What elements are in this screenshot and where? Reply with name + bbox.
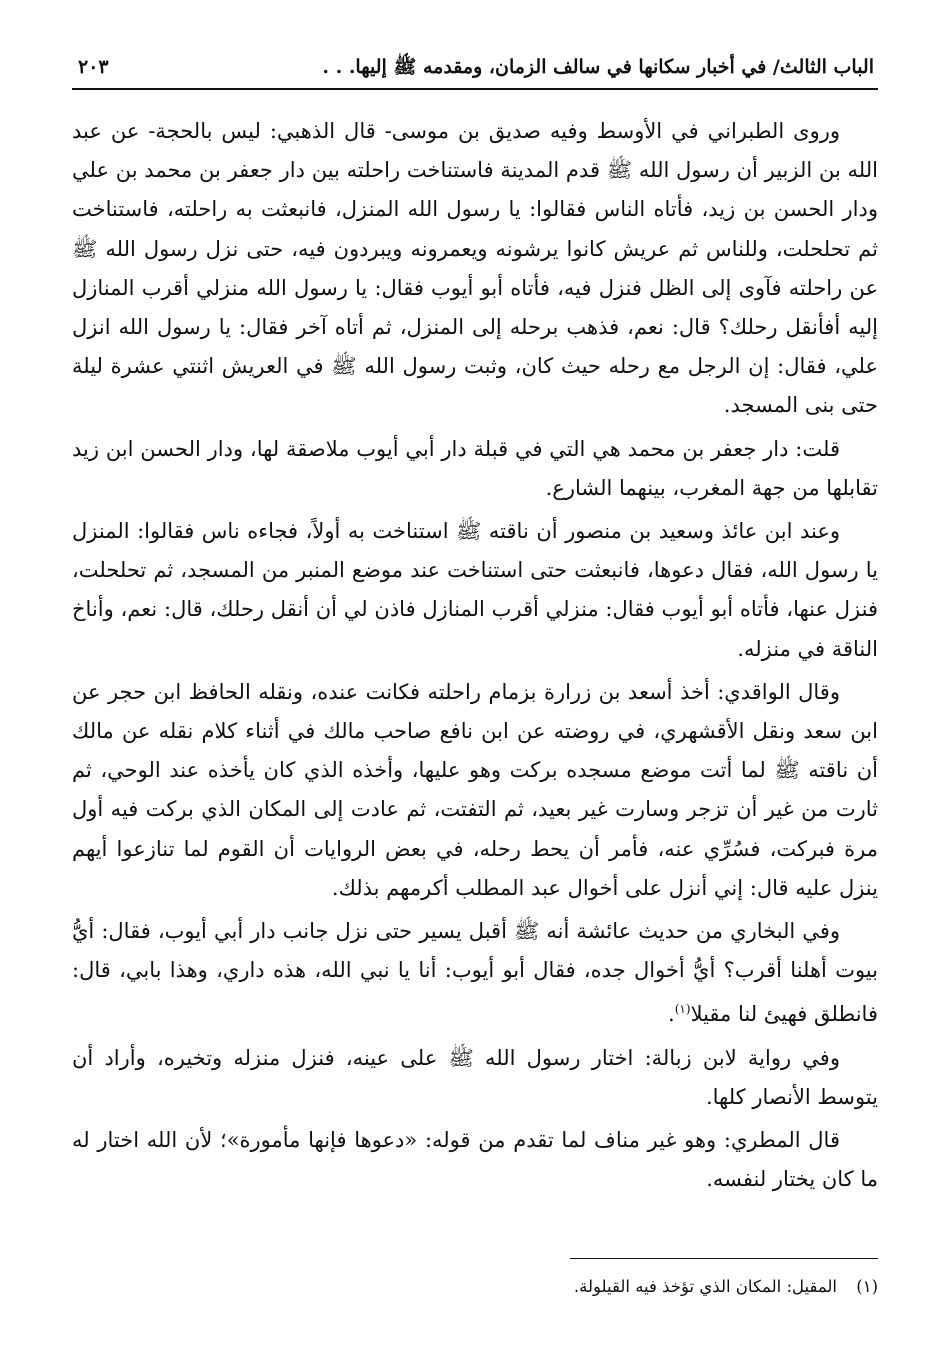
header-rule bbox=[72, 88, 878, 90]
paragraph: قلت: دار جعفر بن محمد هي التي في قبلة دار أبي أيوب ملاصقة لها، ودار الحسن ابن زيد تقابلها من جهة المغرب، بينهما الشارع. bbox=[72, 436, 878, 500]
footnote-reference: (١) bbox=[674, 1002, 691, 1017]
paragraph-text: وفي البخاري من حديث عائشة أنه ﷺ أقبل يسير حتى نزل جانب دار أبي أيوب، فقال: أيُّ بيوت أهلنا أقرب؟ أيُّ أخوال جده، فقال أبو أيوب: أنا يا نبي الله، هذه داري، وهذا بابي، قال: فانطلق فهيئ لنا مقيلا bbox=[72, 919, 878, 1027]
paragraph: وروى الطبراني في الأوسط وفيه صديق بن موسى- قال الذهبي: ليس بالحجة- عن عبد الله بن الزبير أن رسول الله ﷺ قدم المدينة فاستناخت راحلته بين دار جعفر بن محمد بن علي ودار الحسن بن زيد، فأتاه الناس فقالوا: يا رسول الله المنزل، فانبعثت به راحلته، فاستناخت ثم تحلحلت، وللناس ثم عريش كانوا يرشونه ويعمرونه ويبردون فيه، حتى نزل رسول الله ﷺ عن راحلته فآوى إلى الظل فنزل فيه، فأتاه أبو أيوب فقال: يا رسول الله منزلي أقرب المنازل إليه أفأنقل رحلك؟ قال: نعم، فذهب برحله إلى المنزل، ثم أتاه آخر فقال: يا رسول الله انزل علي، فقال: إن الرجل مع رحله حيث كان، وثبت رسول الله ﷺ في العريش اثنتي عشرة ليلة حتى بنى المسجد. bbox=[72, 119, 878, 418]
footnote-text: المقيل: المكان الذي تؤخذ فيه القيلولة. bbox=[573, 1277, 837, 1296]
book-page bbox=[72, 52, 878, 1203]
page-number: ٢٠٣ bbox=[78, 56, 109, 78]
body-text bbox=[72, 112, 878, 1199]
paragraph: وقال الواقدي: أخذ أسعد بن زرارة بزمام راحلته فكانت عنده، ونقله الحافظ ابن حجر عن ابن سعد ونقل الأقشهري، في روضته عن ابن نافع صاحب مالك في أثناء كلام نقله عن مالك أن ناقته ﷺ لما أتت موضع مسجده بركت وهو عليها، وأخذه الذي كان يأخذه عند الوحي، ثم ثارت من غير أن تزجر وسارت غير بعيد، ثم التفتت، ثم عادت إلى المكان الذي بركت فيه أول مرة فبركت، فسُرِّي عنه، فأمر أن يحط رحله، في بعض الروايات أن القوم لما تنازعوا أيهم ينزل عليه قال: إني أنزل على أخوال عبد المطلب أكرمهم بذلك. bbox=[72, 679, 878, 900]
paragraph-with-footnote bbox=[72, 912, 878, 1035]
paragraph-end: . bbox=[668, 1002, 675, 1027]
paragraph: وعند ابن عائذ وسعيد بن منصور أن ناقته ﷺ استناخت به أولاً، فجاءه ناس فقالوا: المنزل يا رسول الله، فقال دعوها، فانبعثت حتى استناخت عند موضع المنبر من المسجد، ثم تحلحلت، فنزل عنها، فأتاه أبو أيوب فقال: منزلي أقرب المنازل فاذن لي أن أنقل رحلك، قال: نعم، وأناخ الناقة في منزله. bbox=[72, 519, 878, 661]
running-header bbox=[72, 52, 878, 82]
footnote-separator bbox=[570, 1258, 878, 1259]
chapter-title: الباب الثالث/ في أخبار سكانها في سالف الزمان، ومقدمه ﷺ إليها. . . bbox=[322, 56, 874, 78]
paragraph: قال المطري: وهو غير مناف لما تقدم من قوله: «دعوها فإنها مأمورة»؛ لأن الله اختار له ما كان يختار لنفسه. bbox=[72, 1128, 878, 1192]
footnote-number: (١) bbox=[856, 1277, 878, 1296]
footnote bbox=[72, 1274, 878, 1300]
paragraph: وفي رواية لابن زبالة: اختار رسول الله ﷺ على عينه، فنزل منزله وتخيره، وأراد أن يتوسط الأنصار كلها. bbox=[72, 1045, 878, 1109]
